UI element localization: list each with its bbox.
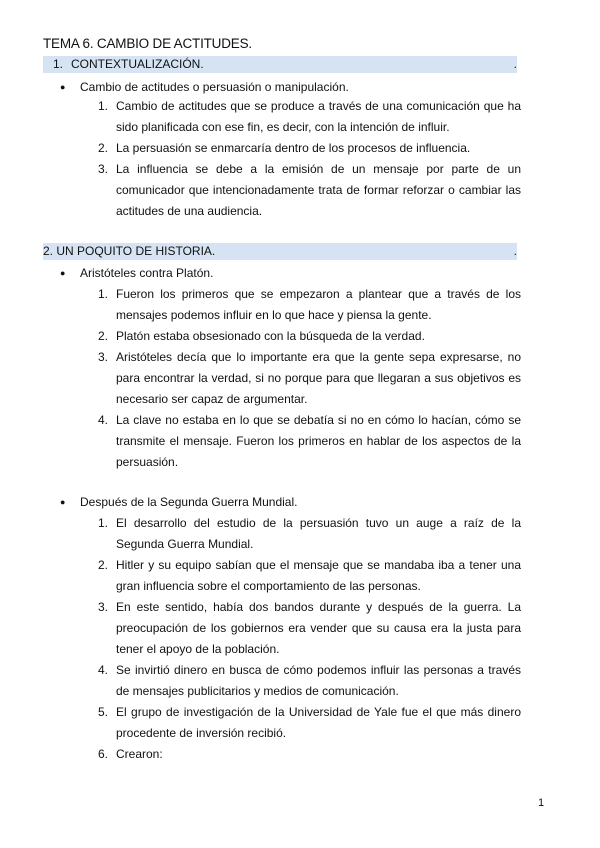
list-item <box>0 347 521 410</box>
item-number: 2. <box>97 329 108 343</box>
bullet-text: Aristóteles contra Platón. <box>80 266 214 280</box>
list-segunda-guerra <box>0 513 600 765</box>
item-text: El desarrollo del estudio de la persuasión tuvo un auge a raíz de la Segunda Guerra Mundial. <box>116 516 521 551</box>
section-2-heading-trailing: . <box>513 244 517 258</box>
bullet-segunda-guerra <box>60 494 297 511</box>
item-number: 2. <box>97 141 108 155</box>
document-title: TEMA 6. CAMBIO DE ACTITUDES. <box>43 36 252 51</box>
item-text: Platón estaba obsesionado con la búsqueda de la verdad. <box>116 329 425 343</box>
page-number: 1 <box>538 797 545 809</box>
list-item <box>0 660 521 702</box>
list-item <box>0 513 521 555</box>
item-number: 3. <box>97 600 108 614</box>
item-text: Se invirtió dinero en busca de cómo podemos influir las personas a través de mensajes publicitarios y medios de comunicación. <box>116 663 521 698</box>
list-aristoteles <box>0 284 600 473</box>
section-1-heading <box>43 56 517 73</box>
item-number: 3. <box>97 350 108 364</box>
item-number: 4. <box>97 413 108 427</box>
item-number: 1. <box>97 287 108 301</box>
item-text: La persuasión se enmarcaría dentro de los procesos de influencia. <box>116 141 471 155</box>
bullet-cambio-actitudes <box>60 79 349 96</box>
item-text: Crearon: <box>116 747 163 761</box>
bullet-aristoteles <box>60 265 213 282</box>
list-item <box>0 702 521 744</box>
list-item <box>0 159 521 222</box>
list-item <box>0 410 521 473</box>
item-number: 2. <box>97 558 108 572</box>
item-text: El grupo de investigación de la Universidad de Yale fue el que más dinero procedente de inversión recibió. <box>116 705 521 740</box>
list-item <box>0 96 521 138</box>
list-item <box>0 138 521 159</box>
item-number: 5. <box>97 705 108 719</box>
list-item <box>0 284 521 326</box>
item-text: Fueron los primeros que se empezaron a plantear que a través de los mensajes podemos influir en lo que hace y piensa la gente. <box>116 287 521 322</box>
item-text: Aristóteles decía que lo importante era que la gente sepa expresarse, no para encontrar la verdad, si no porque para que llegaran a sus objetivos es necesario ser capaz de argumentar. <box>116 350 521 406</box>
list-item <box>0 326 521 347</box>
item-number: 4. <box>97 663 108 677</box>
section-1-number: 1. <box>52 57 63 71</box>
list-item <box>0 597 521 660</box>
section-1-heading-text: CONTEXTUALIZACIÓN. <box>71 57 204 71</box>
bullet-dot-icon: ● <box>60 82 66 92</box>
bullet-dot-icon: ● <box>60 497 66 507</box>
item-number: 1. <box>97 516 108 530</box>
item-number: 1. <box>97 99 108 113</box>
section-1-heading-trailing: . <box>513 57 517 71</box>
item-text: La clave no estaba en lo que se debatía si no en cómo lo hacían, cómo se transmite el mensaje. Fueron los primeros en hablar de los aspectos de la persuasión. <box>116 413 521 469</box>
bullet-text: Después de la Segunda Guerra Mundial. <box>80 495 298 509</box>
bullet-text: Cambio de actitudes o persuasión o manipulación. <box>80 80 349 94</box>
list-contextualizacion <box>0 96 600 222</box>
bullet-dot-icon: ● <box>60 268 66 278</box>
section-2-heading <box>43 243 517 260</box>
list-item <box>0 555 521 597</box>
list-item <box>0 744 521 765</box>
section-2-heading-text: 2. UN POQUITO DE HISTORIA. <box>43 244 216 258</box>
item-text: En este sentido, había dos bandos durante y después de la guerra. La preocupación de los gobiernos era vender que su causa era la justa para tener el apoyo de la población. <box>116 600 521 656</box>
item-text: La influencia se debe a la emisión de un mensaje por parte de un comunicador que intencionadamente trata de formar reforzar o cambiar las actitudes de una audiencia. <box>116 162 521 218</box>
item-text: Hitler y su equipo sabían que el mensaje que se mandaba iba a tener una gran influencia sobre el comportamiento de las personas. <box>116 558 521 593</box>
item-text: Cambio de actitudes que se produce a través de una comunicación que ha sido planificada con ese fin, es decir, con la intención de influir. <box>116 99 521 134</box>
item-number: 3. <box>97 162 108 176</box>
item-number: 6. <box>97 747 108 761</box>
